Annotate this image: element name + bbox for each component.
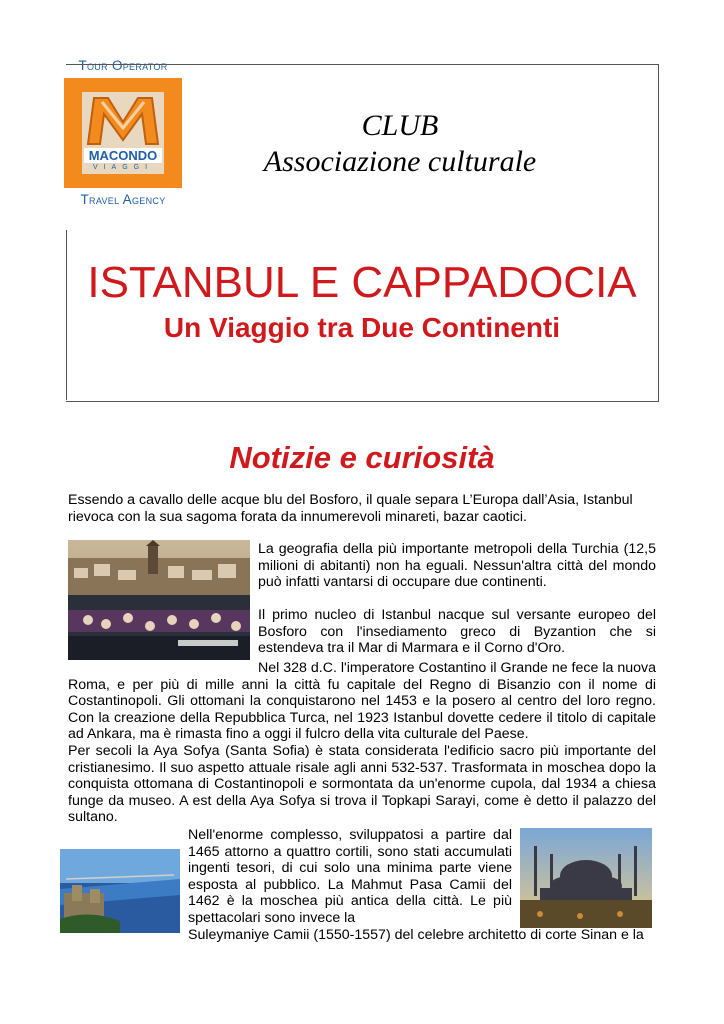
page-title: ISTANBUL E CAPPADOCIA — [87, 258, 637, 307]
geography-paragraph: La geografia della più importante metropoli della Turchia (12,5 milioni di abitanti) non ha eguali. Nessun'altra città del mondo può infatti vantarsi di occupare due continenti. — [258, 541, 656, 591]
club-label: CLUB — [361, 109, 439, 142]
harbor-photo — [68, 540, 250, 660]
history-paragraph: Nel 328 d.C. l'imperatore Costantino il Grande ne fece la nuova Roma, e per più di mille anni la città fu capitale del Regno di Bisanzio con il nome di Costantinopoli. Gli ottomani la conquistarono nel 1453 e la posero al centro del loro regno. Con la creazione della Repubblica Turca, nel 1923 Istanbul dovette cedere il titolo di capitale ad Ankara, ma è rimasta fino a oggi il fulcro della vita culturale del Paese. — [68, 660, 656, 743]
history-text — [68, 660, 656, 826]
complex-paragraph: Nell'enorme complesso, sviluppatosi a partire dal 1465 attorno a quattro cortili, sono stati accumulati ingenti tesori, di cui solo una minima parte viene esposta al pubblico. La Mahmut Pasa Camii del 1462 è la moschea più antica della città. Le più spettacolari sono invece la — [188, 827, 512, 926]
logo-brand-sub: VIAGGI — [92, 164, 154, 171]
club-heading — [200, 108, 600, 180]
bosphorus-photo — [60, 849, 180, 933]
first-core-paragraph: Il primo nucleo di Istanbul nacque sul versante europeo del Bosforo con l'insediamento greco di Byzantion che si estendeva tra il Mar di Marmara e il Corno d'Oro. — [258, 607, 656, 657]
aya-sofya-paragraph: Per secoli la Aya Sofya (Santa Sofia) è stata considerata l'edificio sacro più importante del cristianesimo. Il suo aspetto attuale risale agli anni 532-537. Trasformata in moschea dopo la conquista ottomana di Costantinopoli e sormontata da un'enorme cupola, dal 1934 a chiesa funge da museo. A est della Aya Sofya si trova il Topkapi Sarayi, come è detto il palazzo del sultano. — [68, 742, 656, 826]
logo-brand: MACONDO — [84, 148, 162, 163]
logo-bottom-text: Travel Agency — [80, 192, 166, 207]
mosque-photo — [520, 828, 652, 928]
association-label: Associazione culturale — [263, 145, 537, 178]
intro-paragraph: Essendo a cavallo delle acque blu del Bosforo, il quale separa L’Europa dall’Asia, Istanbul rievoca con la sua sagoma forata da innumerevoli minareti, bazar caotici. — [68, 492, 633, 525]
page-subtitle: Un Viaggio tra Due Continenti — [163, 312, 561, 343]
last-line: Suleymaniye Camii (1550-1557) del celebre architetto di corte Sinan e la — [188, 927, 644, 943]
logo-top-text: Tour Operator — [78, 58, 168, 73]
section-title: Notizie e curiosità — [229, 440, 495, 475]
